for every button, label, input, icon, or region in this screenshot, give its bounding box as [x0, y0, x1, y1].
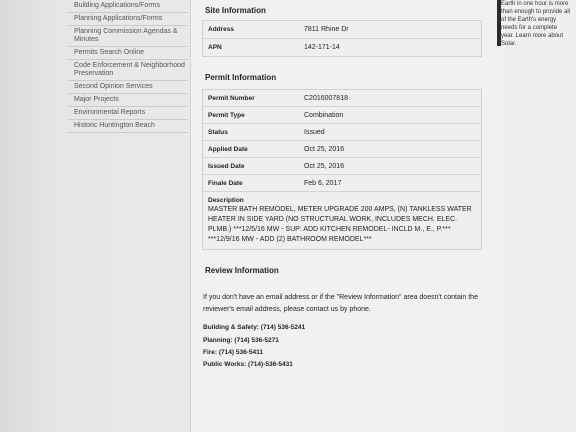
nav-historic-hb[interactable]: [68, 120, 188, 133]
row-label: APN: [208, 44, 222, 51]
row-label: Address: [208, 26, 235, 33]
review-info-title: Review Information: [205, 266, 279, 275]
contact-fire: Fire: (714) 536-5411: [203, 349, 263, 356]
nav-label: Permits Search Online: [74, 49, 145, 56]
blurb-line: of the Earth's energy: [501, 17, 557, 23]
permit-info-table: [202, 89, 482, 250]
blurb-line: Earth in one hour is more: [501, 1, 569, 7]
table-row: [203, 175, 481, 192]
nav-major-projects[interactable]: [68, 94, 188, 107]
right-panel: [497, 0, 576, 432]
contact-planning: Planning: (714) 536-5271: [203, 337, 279, 344]
row-value: Oct 25, 2016: [304, 162, 345, 170]
contact-public-works: Public Works: (714)-536-5431: [203, 361, 293, 368]
nav-label: Environmental Reports: [74, 109, 146, 116]
main-content: [190, 0, 498, 432]
nav-building-forms[interactable]: [68, 0, 188, 13]
panel-edge: [497, 0, 501, 46]
table-row: [203, 107, 481, 124]
nav-label: Building Applications/Forms: [74, 2, 160, 9]
nav-label: Planning Applications/Forms: [74, 15, 163, 22]
nav-label: Second Opinion Services: [74, 83, 153, 90]
contact-building: Building & Safety: (714) 536-5241: [203, 324, 306, 331]
nav-planning-commission[interactable]: [68, 26, 188, 47]
nav-label: Planning Commission Agendas & Minutes: [74, 28, 178, 43]
row-value: Oct 25, 2016: [304, 145, 345, 153]
description-text: MASTER BATH REMODEL, METER UPGRADE 200 AMPS, (N) TANKLESS WATER HEATER IN SIDE YARD (NO STRUCTURAL WORK, INCLUDES MECH. ELEC. PLMB.) ***12/5/16 MW - SUP: ADD KITCHEN REMODEL- INCLD M., E., P.*** ***12/9/16 MW - ADD (2) BATHROOM REMODEL***: [208, 206, 472, 243]
left-nav: [68, 0, 188, 133]
nav-label: Major Projects: [74, 96, 119, 103]
table-row: [203, 158, 481, 175]
permit-info-title: Permit Information: [205, 73, 277, 82]
row-label: Permit Number: [208, 94, 255, 102]
description-cell: [203, 192, 481, 249]
row-label: Permit Type: [208, 111, 245, 119]
row-label: Applied Date: [208, 145, 248, 153]
row-value: Combination: [304, 111, 344, 119]
table-row: [203, 90, 481, 107]
blurb-line[interactable]: year. Learn more about: [501, 33, 564, 39]
row-value: Feb 6, 2017: [304, 179, 342, 187]
row-label: Issued Date: [208, 162, 245, 170]
row-value: 7811 Rhine Dr: [304, 26, 349, 33]
nav-environmental-reports[interactable]: [68, 107, 188, 120]
site-info-title: Site Information: [205, 6, 266, 15]
row-value: 142-171-14: [304, 44, 340, 51]
table-row: [203, 141, 481, 158]
table-row: [203, 39, 481, 56]
row-value: Issued: [304, 128, 325, 136]
review-info-text: If you don't have an email address or if the "Review Information" area doesn't contain the reviewer's email address, please contact us by phone.: [203, 294, 478, 313]
nav-planning-forms[interactable]: [68, 13, 188, 26]
solar-blurb: [497, 0, 576, 48]
site-info-table: [202, 20, 482, 57]
description-label: Description: [208, 197, 244, 204]
row-value: C2016007818: [304, 94, 348, 102]
blurb-line[interactable]: Solar.: [501, 41, 517, 47]
nav-permits-search[interactable]: [68, 47, 188, 60]
nav-label: Historic Huntington Beach: [74, 122, 155, 129]
table-row: [203, 21, 481, 39]
row-label: Status: [208, 128, 228, 136]
nav-label: Code Enforcement & Neighborhood Preservation: [74, 62, 185, 77]
blurb-line: needs for a complete: [501, 25, 558, 31]
row-label: Finale Date: [208, 179, 243, 187]
nav-code-enforcement[interactable]: [68, 60, 188, 81]
blurb-line: than enough to provide all: [501, 9, 571, 15]
nav-second-opinion[interactable]: [68, 81, 188, 94]
table-row: [203, 124, 481, 141]
